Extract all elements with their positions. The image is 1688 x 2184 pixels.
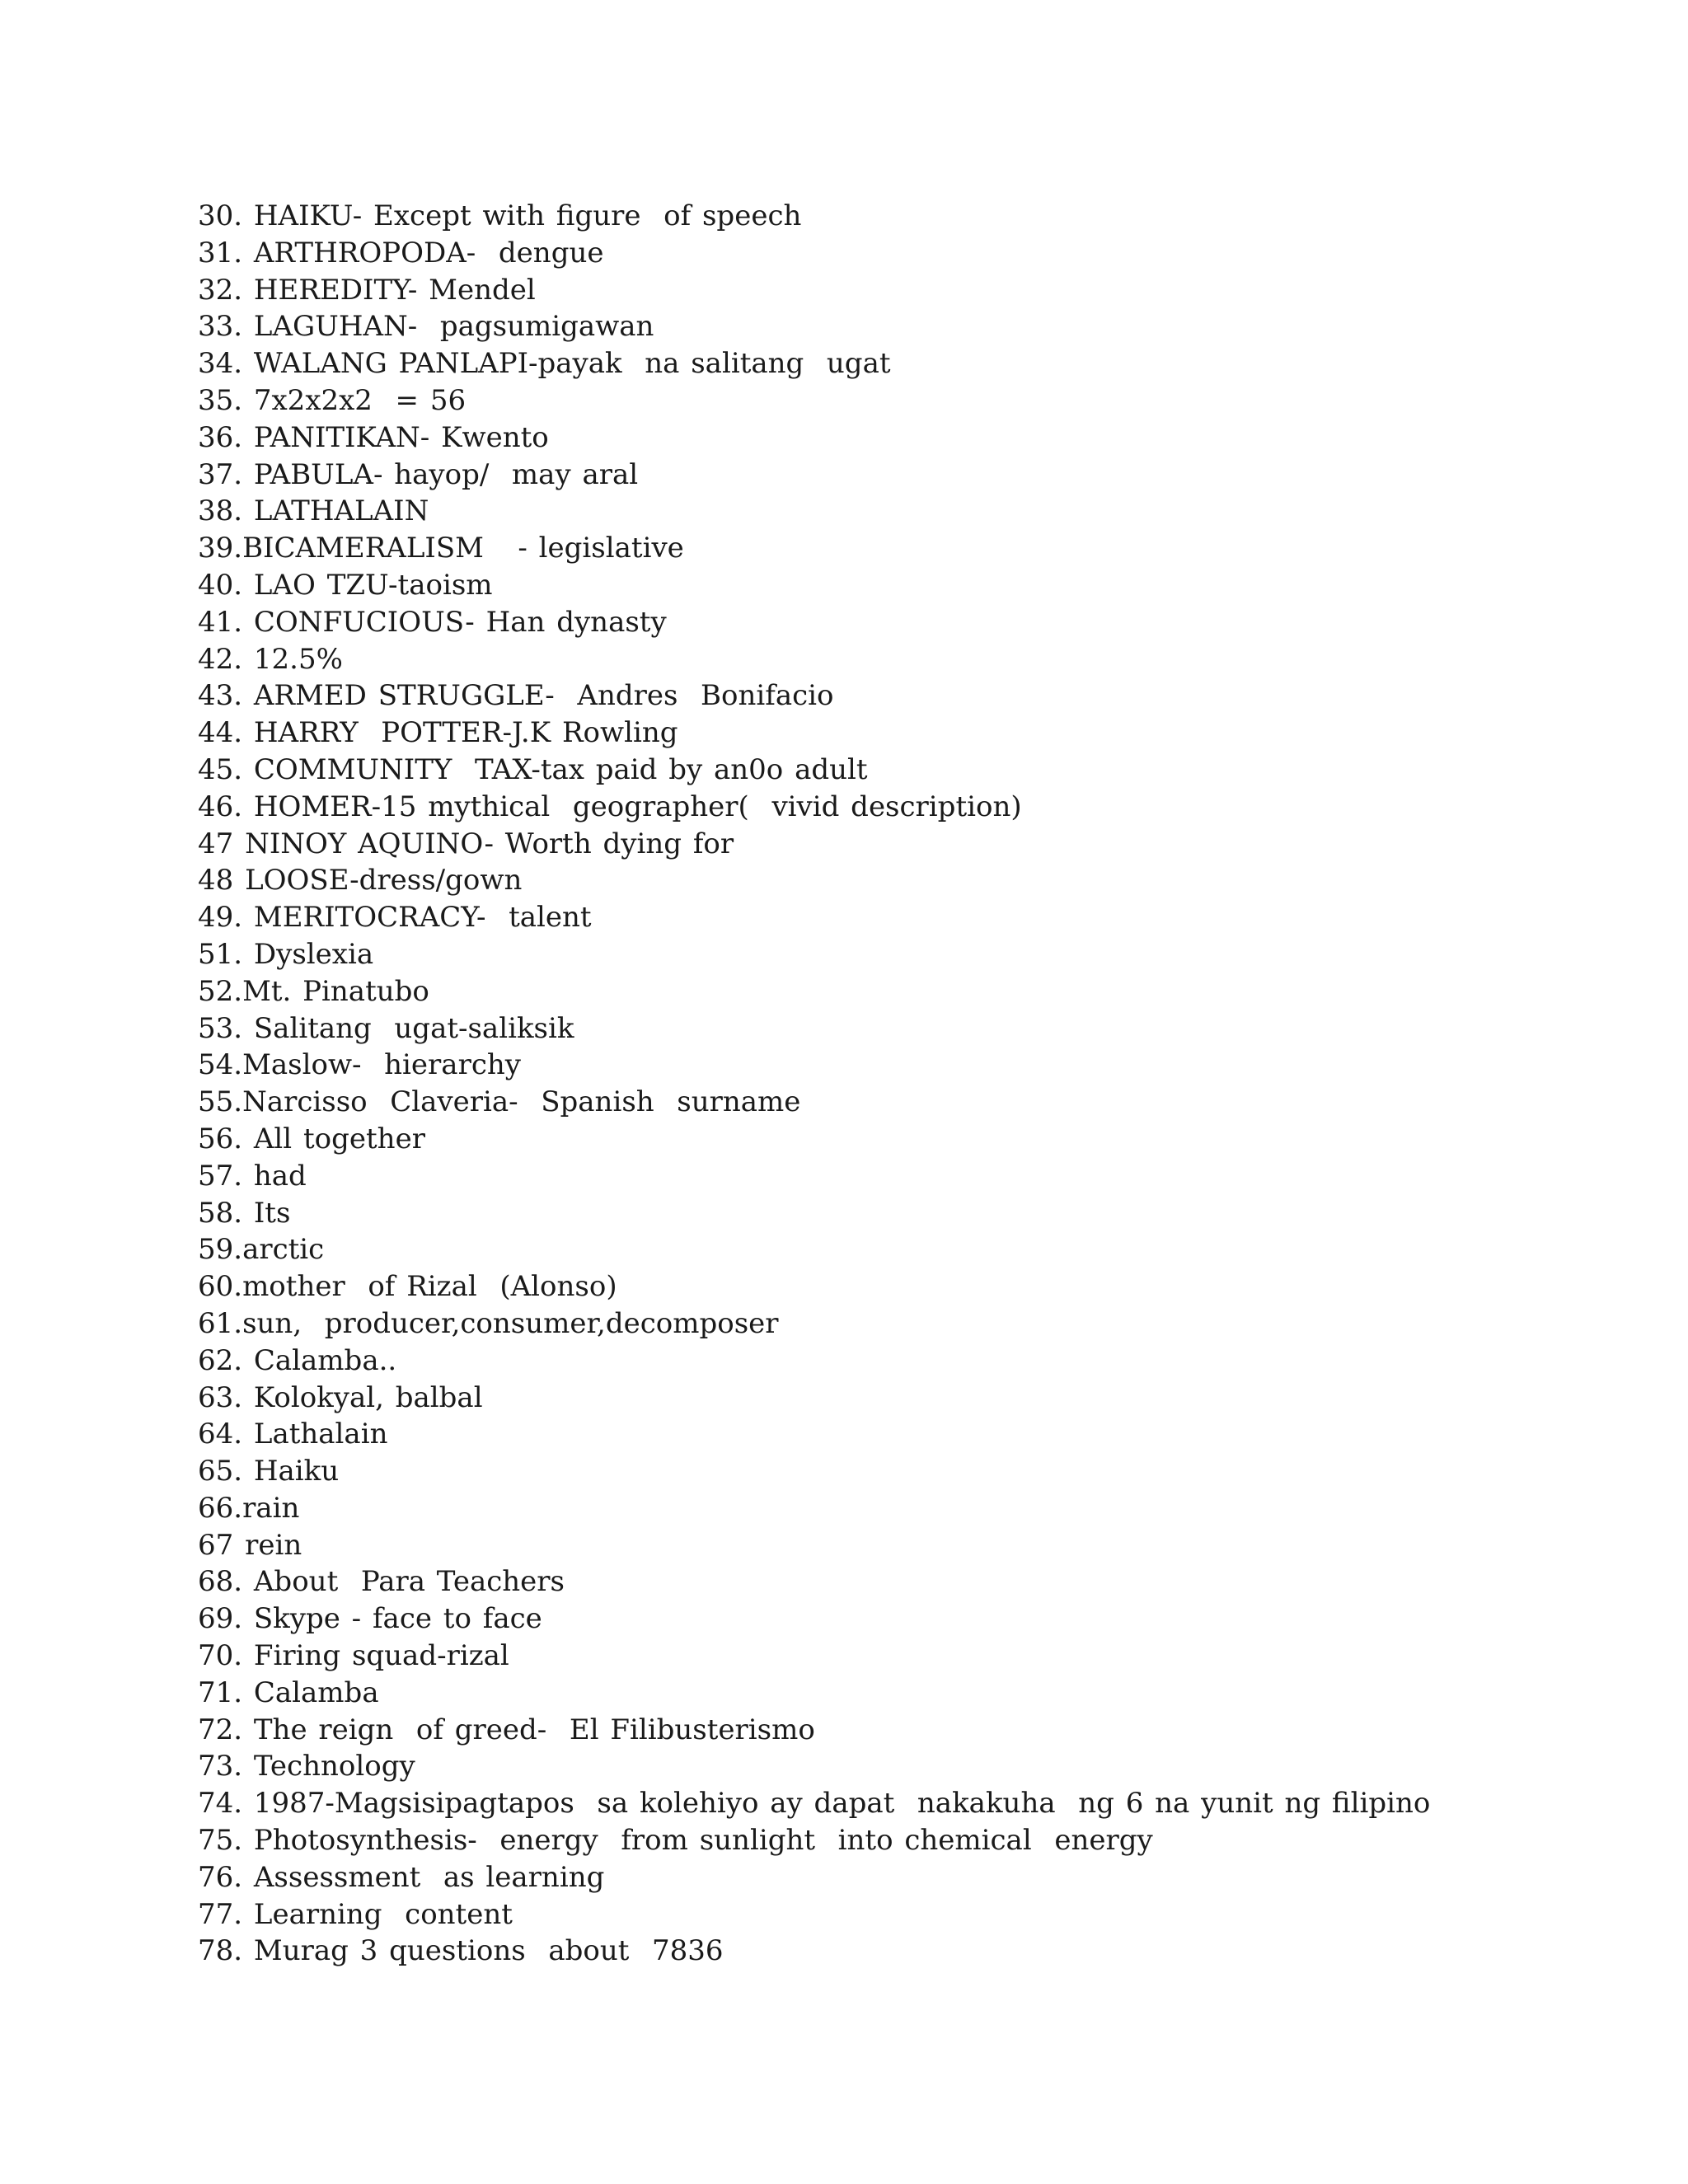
answer-line: 48 LOOSE-dress/gown (198, 864, 523, 898)
answer-line: 46. HOMER-15 mythical geographer( vivid description) (198, 790, 1022, 823)
answer-line: 62. Calamba.. (198, 1343, 397, 1377)
answer-line: 76. Assessment as learning (198, 1860, 605, 1894)
answer-line: 34. WALANG PANLAPI-payak na salitang ugat (198, 347, 891, 381)
answer-line: 42. 12.5% (198, 642, 343, 676)
answer-line: 73. Technology (198, 1750, 415, 1783)
answer-line: 41. CONFUCIOUS- Han dynasty (198, 605, 667, 639)
answer-line: 40. LAO TZU-taoism (198, 568, 493, 602)
answer-line: 71. Calamba (198, 1675, 379, 1709)
answer-line: 31. ARTHROPODA- dengue (198, 236, 604, 269)
answer-line: 74. 1987-Magsisipagtapos sa kolehiyo ay dapat nakakuha ng 6 na yunit ng filipino (198, 1787, 1431, 1821)
answer-line: 38. LATHALAIN (198, 494, 429, 528)
answer-line: 47 NINOY AQUINO- Worth dying for (198, 827, 734, 860)
answer-line: 60.mother of Rizal (Alonso) (198, 1270, 617, 1304)
answer-line: 56. All together (198, 1122, 425, 1155)
answer-line: 37. PABULA- hayop/ may aral (198, 457, 639, 491)
answer-line: 51. Dyslexia (198, 937, 374, 971)
answer-line: 72. The reign of greed- El Filibusterismo (198, 1713, 815, 1746)
answer-line: 57. had (198, 1159, 307, 1193)
answer-line: 33. LAGUHAN- pagsumigawan (198, 310, 654, 344)
answer-line: 68. About Para Teachers (198, 1565, 565, 1599)
answer-line: 36. PANITIKAN- Kwento (198, 420, 549, 454)
answer-line: 66.rain (198, 1491, 300, 1525)
answer-line: 53. Salitang ugat-saliksik (198, 1011, 574, 1045)
answer-line: 63. Kolokyal, balbal (198, 1380, 483, 1414)
answer-list (198, 198, 1599, 1970)
answer-line: 54.Maslow- hierarchy (198, 1048, 521, 1082)
answer-line: 58. Its (198, 1196, 291, 1230)
answer-line: 32. HEREDITY- Mendel (198, 273, 536, 307)
answer-line: 45. COMMUNITY TAX-tax paid by an0o adult (198, 752, 868, 786)
answer-line: 61.sun, producer,consumer,decomposer (198, 1306, 779, 1340)
answer-line: 49. MERITOCRACY- talent (198, 901, 592, 935)
answer-line: 59.arctic (198, 1233, 325, 1267)
answer-line: 43. ARMED STRUGGLE- Andres Bonifacio (198, 679, 834, 713)
answer-line: 69. Skype - face to face (198, 1602, 542, 1636)
answer-line: 44. HARRY POTTER-J.K Rowling (198, 716, 678, 750)
answer-line: 35. 7x2x2x2 = 56 (198, 383, 467, 417)
answer-line: 65. Haiku (198, 1455, 340, 1488)
answer-line: 75. Photosynthesis- energy from sunlight into chemical energy (198, 1824, 1153, 1858)
answer-line: 78. Murag 3 questions about 7836 (198, 1934, 724, 1968)
answer-line: 30. HAIKU- Except with figure of speech (198, 199, 802, 232)
answer-line: 70. Firing squad-rizal (198, 1639, 509, 1673)
answer-line: 64. Lathalain (198, 1418, 388, 1451)
answer-line: 52.Mt. Pinatubo (198, 974, 429, 1008)
answer-line: 67 rein (198, 1528, 302, 1562)
answer-line: 55.Narcisso Claveria- Spanish surname (198, 1085, 801, 1119)
answer-line: 39.BICAMERALISM - legislative (198, 532, 684, 565)
answer-line: 77. Learning content (198, 1897, 513, 1931)
